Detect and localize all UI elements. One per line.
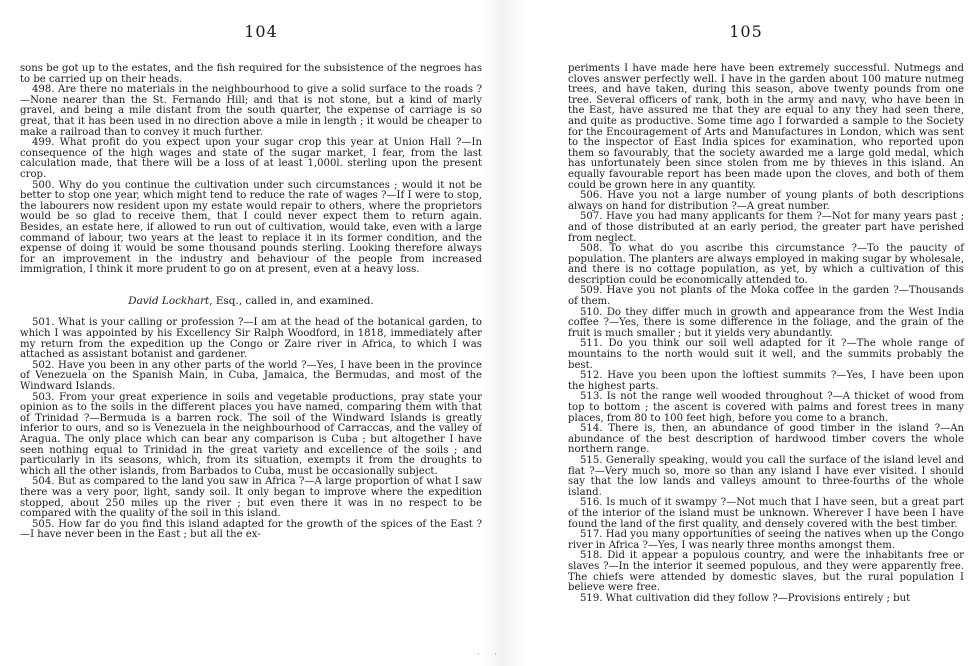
paragraph: 512. Have you been upon the loftiest summits ?—Yes, I have been upon the highest parts. (568, 370, 964, 392)
paragraph: 509. Have you not plants of the Moka coffee in the garden ?—Thousands of them. (568, 285, 964, 308)
paragraph: 503. From your great experience in soils and vegetable productions, pray state your opinion as to the soils in the different places you have named, comparing them with that of Trinidad ?—Bermuda is a barren rock. The soil of the Windward Islands is greatly inferior to ours, and so is Venezuela in the neighbourhood of Carraccas, and the valley of Aragua. The only place which can bear any comparison is Cuba ; but altogether I have seen nothing equal to Trinidad in the great variety and excellence of the soils ; and particularly in its seasons, which, from its situation, exempts it from the droughts to which all the other islands, from Barbados to Cuba, must be occasionally subject. (20, 391, 482, 477)
page-number-right: 105 (729, 22, 763, 41)
paragraph: 515. Generally speaking, would you call the surface of the island level and flat ?—Very much so, more so than any island I have ever visited. I should say that the low lands and valleys amount to three-fourths of the whole island. (568, 454, 964, 498)
paragraph: 501. What is your calling or profession ?—I am at the head of the botanical garden, to which I was appointed by his Excellency Sir Ralph Woodford, in 1818, immediately after my return from the expedition up the Congo or Zaire river in Africa, to which I was attached as assistant botanist and gardener. (20, 317, 482, 361)
paragraph: 504. But as compared to the land you saw in Africa ?—A large proportion of what I saw there was a very poor, light, sandy soil. It only began to improve where the expedition stopped, about 250 miles up the river ; but even there it was in no respect to be compared with the quality of the soil in this island. (20, 476, 482, 520)
paragraph: 514. There is, then, an abundance of good timber in the island ?—An abundance of the best description of hardwood timber covers the whole northern range. (568, 423, 964, 456)
paragraph: 516. Is much of it swampy ?—Not much that I have seen, but a great part of the interior of the island must be unknown. Wherever I have been I have found the land of the first quality, and densely covered with the best timber. (568, 497, 964, 530)
right-page-text (568, 64, 964, 604)
witness-title: , Esq., called in, and examined. (209, 294, 374, 307)
paragraph: 511. Do you think our soil well adapted for it ?—The whole range of mountains to the north would suit it well, and the summits probably the best. (568, 338, 964, 371)
paragraph: 513. Is not the range well wooded throughout ?—A thicket of wood from top to bottom ; the ascent is covered with palms and forest trees in many places, from 80 to 100 feet high, before you come to a branch. (568, 391, 964, 424)
witness-heading (20, 296, 482, 307)
paragraph: 510. Do they differ much in growth and appearance from the West India coffee ?—Yes, there is some difference in the foliage, and the grain of the fruit is much smaller ; but it yields very abundantly. (568, 306, 964, 339)
paragraph: 506. Have you not a large number of young plants of both descriptions always on hand for distribution ?—A great number. (568, 190, 964, 212)
paragraph: 499. What profit do you expect upon your sugar crop this year at Union Hall ?—In consequence of the high wages and state of the sugar market, I fear, from the last calculation made, that there will be a loss of at least 1,000l. sterling upon the present crop. (20, 137, 482, 180)
paragraph: 505. How far do you find this island adapted for the growth of the spices of the East ?—I have never been in the East ; but all the ex- (20, 518, 482, 541)
book-gutter (482, 0, 528, 666)
paragraph: 518. Did it appear a populous country, and were the inhabitants free or slaves ?—In the interior it seemed populous, and they were apparently free. The chiefs were attended by domestic slaves, but the rural population I believe were free. (568, 550, 964, 594)
paragraph: 507. Have you had many applicants for them ?—Not for many years past ; and of those distributed at an early period, the greater part have perished from neglect. (568, 211, 964, 244)
witness-name: David Lockhart (128, 294, 210, 307)
left-page-text (20, 64, 482, 541)
paragraph: periments I have made here have been extremely successful. Nutmegs and cloves answer perfectly well. I have in the garden about 100 mature nutmeg trees, and have taken, during this season, above twenty pounds from one tree. Several officers of rank, both in the army and navy, who have been in the East, have assured me that they are equal to any they had seen there, and quite as productive. Some time ago I forwarded a sample to the Society for the Encouragement of Arts and Manufactures in London, which was sent to the inspector of East India spices for examination, who reported upon them so favourably, that the society awarded me a large gold medal, which has unfortunately been since stolen from me by thieves in this island. An equally favourable report has been made upon the cloves, and both of them could be grown here in any quantity. (568, 63, 964, 191)
left-page (0, 0, 482, 666)
paragraph: sons be got up to the estates, and the fish required for the subsistence of the negroes has to be carried up on their heads. (20, 63, 482, 85)
paragraph: 519. What cultivation did they follow ?—Provisions entirely ; but (580, 592, 911, 604)
scan-speck-decoration: · · (477, 650, 503, 659)
paragraph: 500. Why do you continue the cultivation under such circumstances ; would it not be better to stop one year, which might tend to reduce the rate of wages ?—If I were to stop, the labourers now resident upon my estate would repair to others, where the proprietors would be so glad to receive them, that I could never expect them to return again. Besides, an estate here, if allowed to run out of cultivation, would take, even with a large command of labour, two years at the least to replace it in its former condition, and the expense of doing it would be some thousand pounds sterling. Looking therefore always for an improvement in the industry and behaviour of the people from increased immigration, I think it more prudent to go on at present, even at a heavy loss. (20, 179, 482, 276)
right-page (528, 0, 980, 666)
paragraph: 498. Are there no materials in the neighbourhood to give a solid surface to the roads ?—None nearer than the St. Fernando Hill; and that is not stone, but a kind of marly gravel, and being a mile distant from the south quarter, the expense of carriage is so great, that it has been used in no direction above a mile in length ; it would be cheaper to make a railroad than to convey it much further. (20, 84, 482, 138)
paragraph: 517. Had you many opportunities of seeing the natives when up the Congo river in Africa ?—Yes, I was nearly three months amongst them. (568, 529, 964, 551)
paragraph: 508. To what do you ascribe this circumstance ?—To the paucity of population. The planters are always employed in making sugar by wholesale, and there is no cottage population, as yet, by which a cultivation of this description could be economically attended to. (568, 243, 964, 286)
paragraph: 502. Have you been in any other parts of the world ?—Yes, I have been in the province of Venezuela on the Spanish Main, in Cuba, Jamaica, the Bermudas, and most of the Windward Islands. (20, 359, 482, 393)
page-number-left: 104 (244, 22, 278, 41)
